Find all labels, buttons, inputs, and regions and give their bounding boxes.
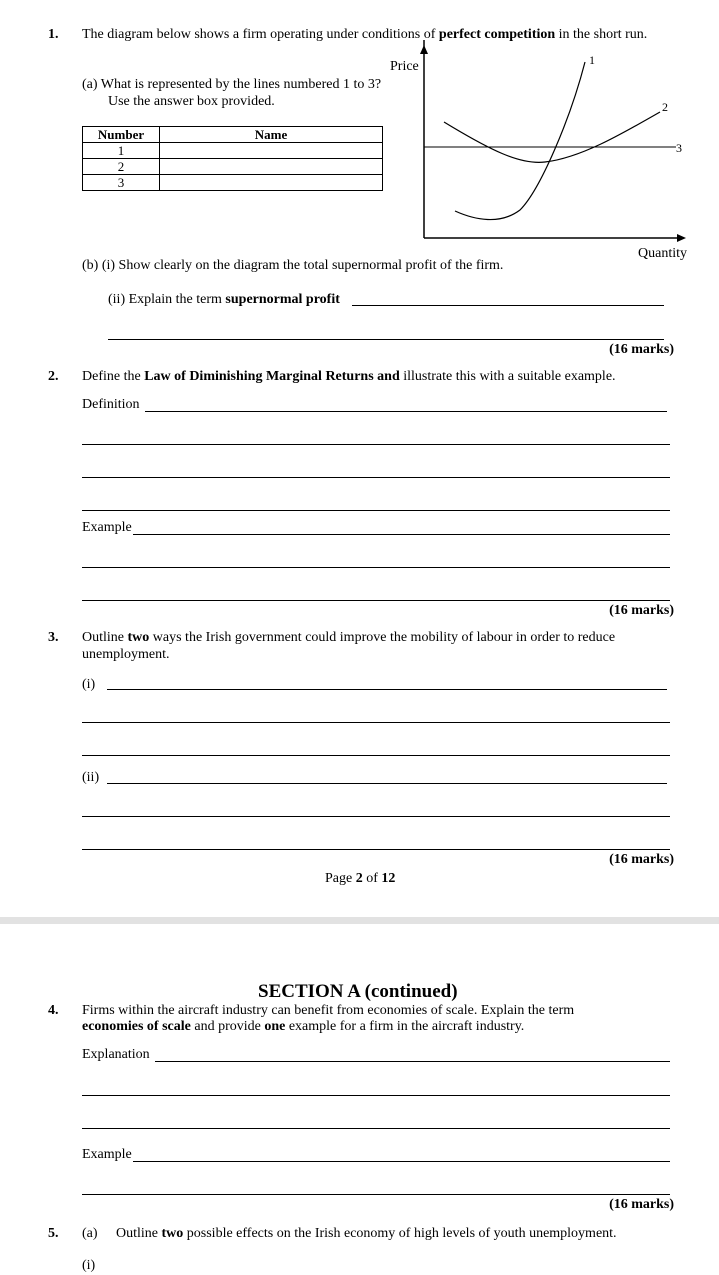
answer-line[interactable]: [107, 783, 667, 784]
answer-line[interactable]: [108, 339, 664, 340]
q1-part-b-ii-text: (ii) Explain the term: [108, 292, 226, 307]
answer-line[interactable]: [82, 477, 670, 478]
q1-intro-text: The diagram below shows a firm operating under conditions of: [82, 27, 439, 42]
answer-line[interactable]: [133, 1161, 670, 1162]
q1-intro-bold: perfect competition: [438, 27, 556, 42]
table-row: [83, 175, 383, 191]
example-label: Example: [82, 520, 132, 535]
answer-line[interactable]: [133, 534, 670, 535]
answer-line[interactable]: [82, 1128, 670, 1129]
q5-number: 5.: [48, 1226, 59, 1241]
q4-marks: (16 marks): [609, 1197, 674, 1212]
table-row: [83, 143, 383, 159]
q1-part-a-line2: Use the answer box provided.: [108, 94, 275, 109]
q5-text-start: Outline: [116, 1226, 162, 1241]
q1-number: 1.: [48, 27, 59, 42]
cost-curve-diagram: [380, 40, 710, 275]
answer-table: [82, 126, 383, 191]
x-axis-arrow: [677, 234, 686, 242]
explanation-label: Explanation: [82, 1047, 150, 1062]
item-i-label: (i): [82, 677, 96, 692]
table-header-number: Number: [83, 127, 160, 143]
page-number-current: 2: [355, 871, 363, 886]
q1-part-b-i: (b) (i) Show clearly on the diagram the total supernormal profit of the firm.: [82, 258, 504, 273]
q3-text-start: Outline: [82, 630, 128, 645]
q3-text-bold: two: [127, 630, 150, 645]
answer-line[interactable]: [82, 755, 670, 756]
q5-text-bold: two: [161, 1226, 184, 1241]
example-label: Example: [82, 1147, 132, 1162]
table-header-name: Name: [160, 127, 383, 143]
q1-marks: (16 marks): [609, 342, 674, 357]
answer-line[interactable]: [107, 689, 667, 690]
line-1-label: 1: [589, 53, 595, 67]
answer-line[interactable]: [82, 722, 670, 723]
answer-line[interactable]: [82, 600, 670, 601]
q4-text-bold2: one: [264, 1019, 286, 1034]
q4-number: 4.: [48, 1003, 59, 1018]
answer-line[interactable]: [82, 510, 670, 511]
item-ii-label: (ii): [82, 770, 100, 785]
q3-text-end: ways the Irish government could improve the mobility of labour in order to reduce: [149, 630, 616, 645]
q5-part-label: (a): [82, 1226, 98, 1241]
answer-line[interactable]: [82, 816, 670, 817]
q4-text-bold: economies of scale: [82, 1019, 191, 1034]
answer-line[interactable]: [82, 567, 670, 568]
q5-text-end: possible effects on the Irish economy of high levels of youth unemployment.: [183, 1226, 617, 1241]
table-cell-number: 1: [83, 143, 160, 159]
q1-part-b-ii-bold: supernormal profit: [225, 292, 340, 307]
x-axis-label: Quantity: [638, 246, 687, 261]
q4-text-end: example for a firm in the aircraft industry.: [285, 1019, 525, 1034]
table-cell-name[interactable]: [160, 159, 383, 175]
answer-line[interactable]: [82, 849, 670, 850]
definition-label: Definition: [82, 397, 140, 412]
q1-part-a-line1: (a) What is represented by the lines numbered 1 to 3?: [82, 77, 382, 92]
page-number-total: 12: [381, 871, 396, 886]
table-cell-number: 2: [83, 159, 160, 175]
q3-text: [82, 630, 615, 647]
table-cell-name[interactable]: [160, 175, 383, 191]
line-3-label: 3: [676, 141, 682, 155]
answer-line[interactable]: [145, 411, 667, 412]
q4-text-line1: Firms within the aircraft industry can benefit from economies of scale. Explain the term: [82, 1003, 575, 1018]
q1-part-b-ii: [108, 292, 340, 309]
q2-text-start: Define the: [82, 369, 145, 384]
q5-item-i-label: (i): [82, 1258, 96, 1273]
page-number-text: Page: [325, 871, 356, 886]
answer-line[interactable]: [82, 1194, 670, 1195]
page-number-of: of: [362, 871, 382, 886]
y-axis-label: Price: [390, 59, 419, 74]
q5-text: [116, 1226, 617, 1243]
table-cell-name[interactable]: [160, 143, 383, 159]
q2-text-end: illustrate this with a suitable example.: [399, 369, 616, 384]
q3-number: 3.: [48, 630, 59, 645]
line-1: [455, 62, 585, 220]
answer-line[interactable]: [155, 1061, 670, 1062]
answer-line[interactable]: [82, 1095, 670, 1096]
table-row: [83, 159, 383, 175]
q2-text-bold: Law of Diminishing Marginal Returns and: [144, 369, 400, 384]
q2-text: [82, 369, 616, 386]
q1-intro-text-end: in the short run.: [555, 27, 648, 42]
y-axis-arrow: [420, 45, 428, 54]
answer-line[interactable]: [82, 444, 670, 445]
page-number: [325, 871, 395, 888]
q2-number: 2.: [48, 369, 59, 384]
q4-text-line2: [82, 1019, 524, 1036]
page-separator: [0, 917, 719, 924]
q3-marks: (16 marks): [609, 852, 674, 867]
table-cell-number: 3: [83, 175, 160, 191]
line-2-label: 2: [662, 100, 668, 114]
answer-line[interactable]: [352, 305, 664, 306]
q2-marks: (16 marks): [609, 603, 674, 618]
section-title: SECTION A (continued): [258, 981, 458, 1002]
q3-text-line2: unemployment.: [82, 647, 170, 662]
q4-text-mid: and provide: [190, 1019, 265, 1034]
